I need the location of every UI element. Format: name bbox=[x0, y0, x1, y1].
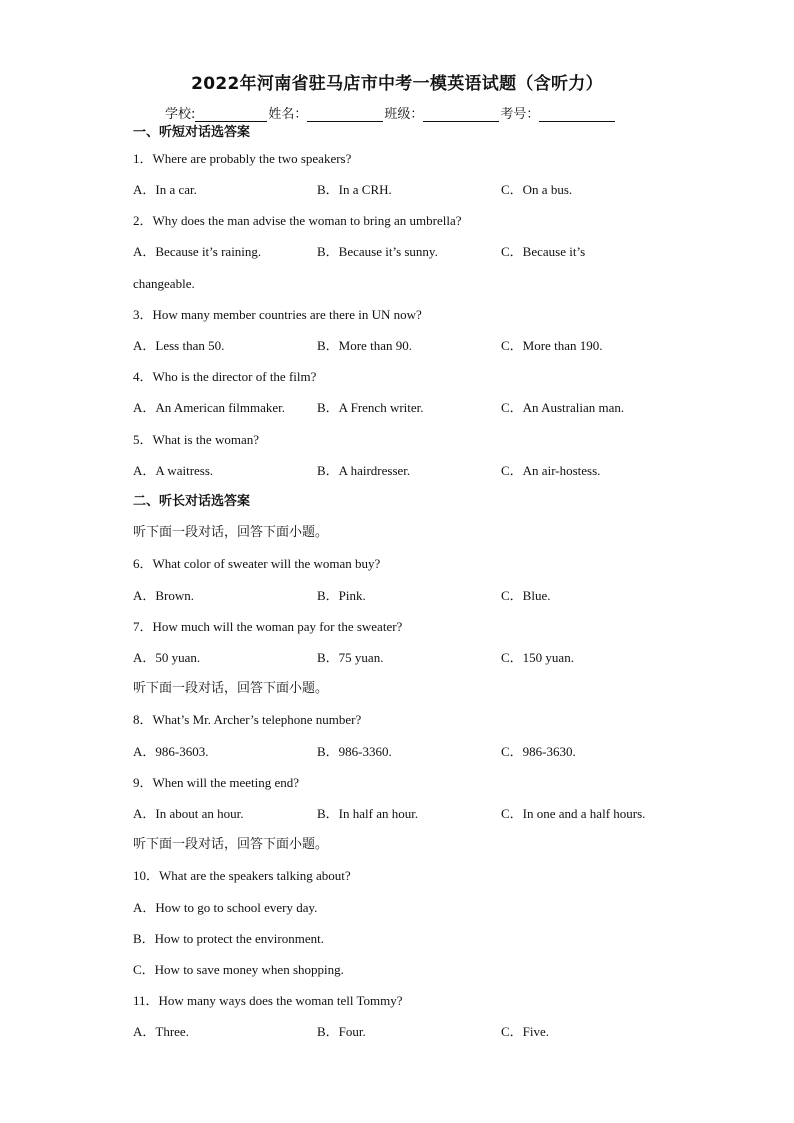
option-c-continuation: changeable. bbox=[133, 276, 195, 291]
question-stem: 9．When will the meeting end? bbox=[133, 775, 300, 790]
option-b: B．986-3360. bbox=[317, 744, 392, 759]
question-stem: 10．What are the speakers talking about? bbox=[133, 868, 351, 883]
section-heading-2: 二、听长对话选答案 bbox=[133, 494, 251, 509]
question-stem: 3．How many member countries are there in UN now? bbox=[133, 307, 422, 322]
name-label: 姓名： bbox=[268, 107, 308, 122]
option-b: B．A hairdresser. bbox=[317, 463, 411, 478]
option-c: C．How to save money when shopping. bbox=[133, 962, 344, 977]
section-heading-1: 一、听短对话选答案 bbox=[133, 125, 251, 140]
question-stem: 1．Where are probably the two speakers? bbox=[133, 151, 352, 166]
number-blank[interactable] bbox=[539, 108, 615, 122]
question-stem: 2．Why does the man advise the woman to bring an umbrella? bbox=[133, 213, 462, 228]
option-c: C．150 yuan. bbox=[501, 650, 574, 665]
name-blank[interactable] bbox=[307, 108, 383, 122]
question-stem: 4．Who is the director of the film? bbox=[133, 369, 317, 384]
option-b: B．In half an hour. bbox=[317, 806, 419, 821]
instruction-text: 听下面一段对话，回答下面小题。 bbox=[133, 525, 329, 540]
option-a: A．Three. bbox=[133, 1024, 189, 1039]
option-a: A．Less than 50. bbox=[133, 338, 225, 353]
option-c: C．In one and a half hours. bbox=[501, 806, 646, 821]
option-b: B．More than 90. bbox=[317, 338, 412, 353]
instruction-text: 听下面一段对话，回答下面小题。 bbox=[133, 681, 329, 696]
school-blank[interactable] bbox=[195, 108, 267, 122]
option-b: B．Because it’s sunny. bbox=[317, 244, 438, 259]
option-c: C．On a bus. bbox=[501, 182, 573, 197]
option-c: C．Because it’s bbox=[501, 244, 586, 259]
class-blank[interactable] bbox=[423, 108, 499, 122]
question-stem: 8．What’s Mr. Archer’s telephone number? bbox=[133, 712, 362, 727]
option-b: B．Four. bbox=[317, 1024, 366, 1039]
option-c: C．Five. bbox=[501, 1024, 550, 1039]
question-stem: 6．What color of sweater will the woman buy? bbox=[133, 556, 381, 571]
question-stem: 11．How many ways does the woman tell Tommy? bbox=[133, 993, 403, 1008]
option-a: A．986-3603. bbox=[133, 744, 209, 759]
student-info-line bbox=[165, 103, 616, 122]
option-b: B．How to protect the environment. bbox=[133, 931, 324, 946]
school-label: 学校: bbox=[165, 107, 196, 122]
option-b: B．In a CRH. bbox=[317, 182, 392, 197]
instruction-text: 听下面一段对话，回答下面小题。 bbox=[133, 837, 329, 852]
option-c: C．An Australian man. bbox=[501, 400, 625, 415]
option-a: A．Brown. bbox=[133, 588, 195, 603]
option-a: A．How to go to school every day. bbox=[133, 900, 318, 915]
option-c: C．More than 190. bbox=[501, 338, 603, 353]
option-a: A．A waitress. bbox=[133, 463, 214, 478]
option-a: A．50 yuan. bbox=[133, 650, 201, 665]
class-label: 班级： bbox=[384, 107, 424, 122]
option-b: B．75 yuan. bbox=[317, 650, 384, 665]
number-label: 考号： bbox=[500, 107, 540, 122]
option-a: A．In a car. bbox=[133, 182, 197, 197]
question-stem: 7．How much will the woman pay for the sweater? bbox=[133, 619, 403, 634]
option-c: C．An air-hostess. bbox=[501, 463, 601, 478]
option-a: A．In about an hour. bbox=[133, 806, 244, 821]
option-c: C．Blue. bbox=[501, 588, 551, 603]
option-a: A．An American filmmaker. bbox=[133, 400, 285, 415]
option-b: B．Pink. bbox=[317, 588, 366, 603]
page-title: 2022年河南省驻马店市中考一模英语试题（含听力） bbox=[191, 74, 603, 94]
option-c: C．986-3630. bbox=[501, 744, 576, 759]
option-a: A．Because it’s raining. bbox=[133, 244, 262, 259]
question-stem: 5．What is the woman? bbox=[133, 432, 259, 447]
option-b: B．A French writer. bbox=[317, 400, 424, 415]
